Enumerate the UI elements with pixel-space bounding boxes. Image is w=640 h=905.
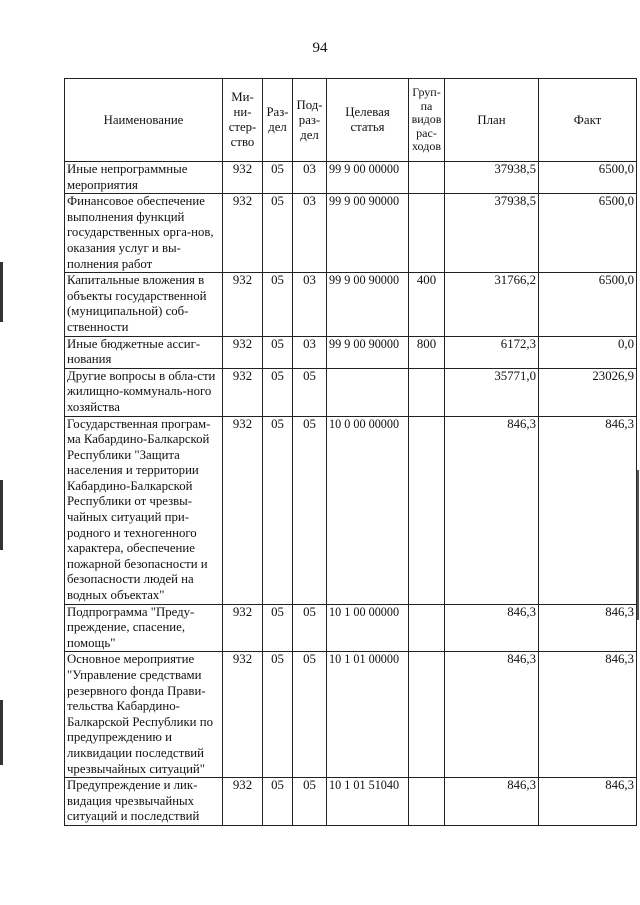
cell-section: 05 — [263, 652, 293, 778]
table-row — [65, 416, 637, 604]
cell-fact: 6500,0 — [539, 194, 637, 273]
cell-subsection: 03 — [293, 273, 327, 336]
cell-plan: 37938,5 — [445, 194, 539, 273]
header-section: Раз- дел — [263, 79, 293, 162]
cell-name: Государственная програм-ма Кабардино-Балкарской Республики "Защита населения и территории Кабардино-Балкарской Республики от чрезвы-чайных ситуаций при-родного и техногенного характера, обеспечение пожарной безопасности и безопасности людей на водных объектах" — [65, 416, 223, 604]
cell-ministry: 932 — [223, 336, 263, 368]
cell-section: 05 — [263, 416, 293, 604]
cell-name: Капитальные вложения в объекты государственной (муниципальной) соб-ственности — [65, 273, 223, 336]
cell-group — [409, 778, 445, 826]
cell-plan: 6172,3 — [445, 336, 539, 368]
table-header-row — [65, 79, 637, 162]
page-number: 94 — [312, 40, 328, 56]
cell-fact: 846,3 — [539, 604, 637, 652]
table-row — [65, 273, 637, 336]
cell-ministry: 932 — [223, 273, 263, 336]
cell-plan: 35771,0 — [445, 368, 539, 416]
table-row — [65, 778, 637, 826]
cell-name: Предупреждение и лик-видация чрезвычайных ситуаций и последствий — [65, 778, 223, 826]
cell-name: Другие вопросы в обла-сти жилищно-коммуналь-ного хозяйства — [65, 368, 223, 416]
header-group: Груп- па видов рас- ходов — [409, 79, 445, 162]
table-row — [65, 368, 637, 416]
cell-target: 10 1 01 00000 — [327, 652, 409, 778]
header-target: Целевая статья — [327, 79, 409, 162]
table-row — [65, 162, 637, 194]
budget-table — [64, 78, 637, 826]
cell-ministry: 932 — [223, 368, 263, 416]
table-row — [65, 336, 637, 368]
cell-plan: 846,3 — [445, 778, 539, 826]
cell-section: 05 — [263, 778, 293, 826]
header-name: Наименование — [65, 79, 223, 162]
cell-subsection: 05 — [293, 778, 327, 826]
cell-target: 10 0 00 00000 — [327, 416, 409, 604]
cell-plan: 846,3 — [445, 652, 539, 778]
cell-target: 99 9 00 90000 — [327, 336, 409, 368]
cell-subsection: 05 — [293, 604, 327, 652]
header-subsection: Под- раз- дел — [293, 79, 327, 162]
cell-target: 99 9 00 90000 — [327, 194, 409, 273]
cell-target: 10 1 01 51040 — [327, 778, 409, 826]
cell-fact: 23026,9 — [539, 368, 637, 416]
cell-section: 05 — [263, 162, 293, 194]
cell-fact: 846,3 — [539, 778, 637, 826]
header-plan: План — [445, 79, 539, 162]
table-row — [65, 604, 637, 652]
scan-edge-mark — [0, 262, 3, 322]
cell-target: 10 1 00 00000 — [327, 604, 409, 652]
cell-name: Основное мероприятие "Управление средствами резервного фонда Прави-тельства Кабардино-Балкарской Республики по предупреждению и ликвидации последствий чрезвычайных ситуаций" — [65, 652, 223, 778]
cell-target: 99 9 00 00000 — [327, 162, 409, 194]
scan-edge-mark — [0, 700, 3, 765]
header-fact: Факт — [539, 79, 637, 162]
cell-target — [327, 368, 409, 416]
cell-section: 05 — [263, 368, 293, 416]
cell-subsection: 03 — [293, 162, 327, 194]
cell-plan: 846,3 — [445, 604, 539, 652]
cell-ministry: 932 — [223, 604, 263, 652]
cell-group — [409, 368, 445, 416]
cell-subsection: 05 — [293, 652, 327, 778]
scan-edge-mark — [0, 480, 3, 550]
cell-fact: 0,0 — [539, 336, 637, 368]
cell-group: 400 — [409, 273, 445, 336]
cell-plan: 31766,2 — [445, 273, 539, 336]
cell-subsection: 03 — [293, 194, 327, 273]
cell-group: 800 — [409, 336, 445, 368]
cell-subsection: 03 — [293, 336, 327, 368]
cell-ministry: 932 — [223, 162, 263, 194]
cell-group — [409, 652, 445, 778]
cell-fact: 6500,0 — [539, 162, 637, 194]
cell-subsection: 05 — [293, 368, 327, 416]
cell-ministry: 932 — [223, 778, 263, 826]
cell-section: 05 — [263, 194, 293, 273]
cell-name: Иные бюджетные ассиг-нования — [65, 336, 223, 368]
cell-ministry: 932 — [223, 194, 263, 273]
cell-group — [409, 416, 445, 604]
cell-fact: 6500,0 — [539, 273, 637, 336]
cell-name: Финансовое обеспечение выполнения функций государственных орга-нов, оказания услуг и вы-полнения работ — [65, 194, 223, 273]
cell-name: Иные непрограммные мероприятия — [65, 162, 223, 194]
header-ministry: Ми- ни- стер- ство — [223, 79, 263, 162]
cell-section: 05 — [263, 604, 293, 652]
cell-group — [409, 194, 445, 273]
cell-subsection: 05 — [293, 416, 327, 604]
cell-group — [409, 604, 445, 652]
cell-plan: 37938,5 — [445, 162, 539, 194]
cell-ministry: 932 — [223, 416, 263, 604]
cell-ministry: 932 — [223, 652, 263, 778]
scan-edge-mark — [637, 470, 639, 620]
table-row — [65, 194, 637, 273]
table-row — [65, 652, 637, 778]
cell-section: 05 — [263, 273, 293, 336]
cell-target: 99 9 00 90000 — [327, 273, 409, 336]
cell-fact: 846,3 — [539, 652, 637, 778]
cell-group — [409, 162, 445, 194]
cell-plan: 846,3 — [445, 416, 539, 604]
cell-fact: 846,3 — [539, 416, 637, 604]
cell-section: 05 — [263, 336, 293, 368]
cell-name: Подпрограмма "Преду-преждение, спасение, помощь" — [65, 604, 223, 652]
